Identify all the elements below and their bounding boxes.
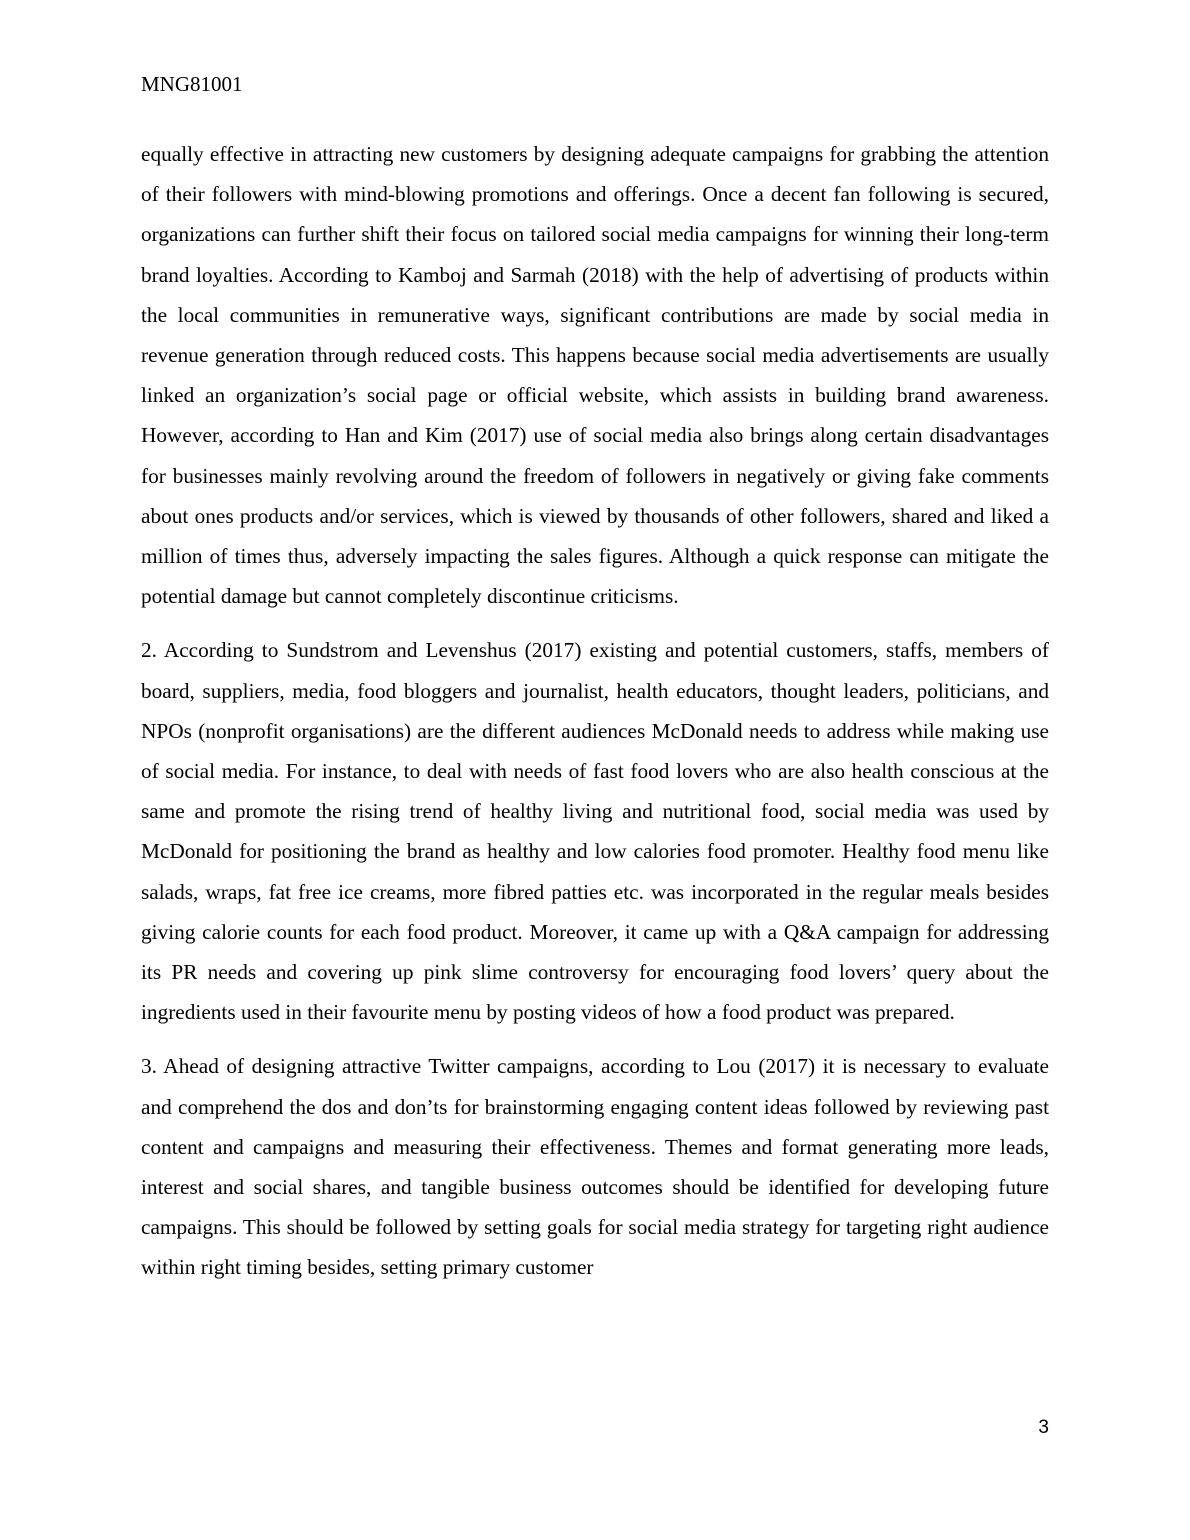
running-header: MNG81001 xyxy=(141,72,243,96)
paragraph-continuation: equally effective in attracting new customers by designing adequate campaigns for grabbing the attention of their followers with mind-blowing promotions and offerings. Once a decent fan following is secured, organizations can further shift their focus on tailored social media campaigns for winning their long-term brand loyalties. According to Kamboj and Sarmah (2018) with the help of advertising of products within the local communities in remunerative ways, significant contributions are made by social media in revenue generation through reduced costs. This happens because social media advertisements are usually linked an organization’s social page or official website, which assists in building brand awareness. However, according to Han and Kim (2017) use of social media also brings along certain disadvantages for businesses mainly revolving around the freedom of followers in negatively or giving fake comments about ones products and/or services, which is viewed by thousands of other followers, shared and liked a million of times thus, adversely impacting the sales figures. Although a quick response can mitigate the potential damage but cannot completely discontinue criticisms. xyxy=(141,142,1049,609)
body-text xyxy=(141,134,1049,1302)
paragraph-2: 2. According to Sundstrom and Levenshus (2017) existing and potential customers, staffs, members of board, suppliers, media, food bloggers and journalist, health educators, thought leaders, politicians, and NPOs (nonprofit organisations) are the different audiences McDonald needs to address while making use of social media. For instance, to deal with needs of fast food lovers who are also health conscious at the same and promote the rising trend of healthy living and nutritional food, social media was used by McDonald for positioning the brand as healthy and low calories food promoter. Healthy food menu like salads, wraps, fat free ice creams, more fibred patties etc. was incorporated in the regular meals besides giving calorie counts for each food product. Moreover, it came up with a Q&A campaign for addressing its PR needs and covering up pink slime controversy for encouraging food lovers’ query about the ingredients used in their favourite menu by posting videos of how a food product was prepared. xyxy=(141,638,1049,1025)
paragraph-3: 3. Ahead of designing attractive Twitter campaigns, according to Lou (2017) it is necessary to evaluate and comprehend the dos and don’ts for brainstorming engaging content ideas followed by reviewing past content and campaigns and measuring their effectiveness. Themes and format generating more leads, interest and social shares, and tangible business outcomes should be identified for developing future campaigns. This should be followed by setting goals for social media strategy for targeting right audience within right timing besides, setting primary customer xyxy=(141,1054,1049,1280)
page-number: 3 xyxy=(1038,1417,1049,1438)
